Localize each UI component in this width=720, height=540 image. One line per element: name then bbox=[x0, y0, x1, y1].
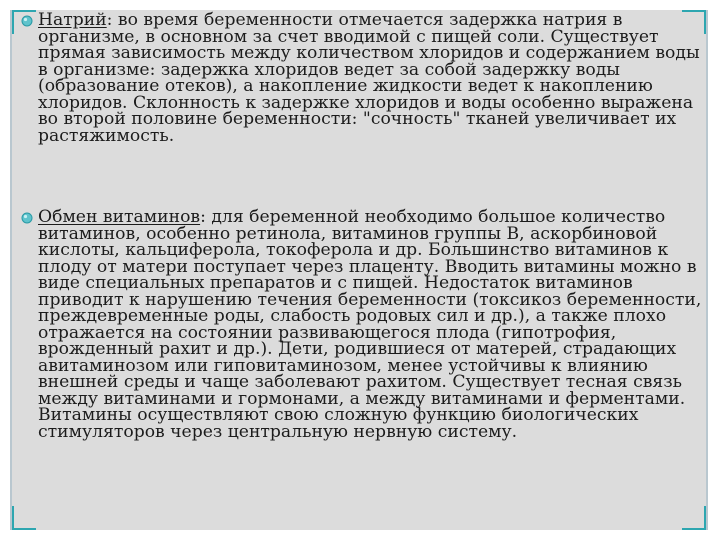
round-bullet-icon bbox=[21, 212, 33, 224]
term-vitamins: Обмен витаминов bbox=[38, 207, 201, 227]
paragraph-sodium-text: : во время беременности отмечается задержка натрия в организме, в основном за счет вводимой с пищей соли. Существует прямая зависимость между количеством хлоридов и содержанием воды в организме: задержка хлоридов ведет за собой задержку воды (образование отеков), а накопление жидкости ведет к накоплению хлоридов. Склонность к задержке хлоридов и воды особенно выражена во второй половине беременности: "сочность" тканей увеличивает их растяжимость. bbox=[38, 10, 700, 146]
frame-corner-bottom-right bbox=[682, 506, 707, 530]
slide bbox=[10, 10, 708, 530]
round-bullet-icon bbox=[21, 15, 33, 27]
frame-corner-bottom-left bbox=[11, 506, 36, 530]
paragraph-sodium bbox=[38, 12, 702, 144]
term-sodium: Натрий bbox=[38, 10, 107, 30]
paragraph-vitamins-text: : для беременной необходимо большое количество витаминов, особенно ретинола, витаминов группы В, аскорбиновой кислоты, кальциферола, токоферола и др. Большинство витаминов к плоду от матери поступает через плаценту. Вводить витамины можно в виде специальных препаратов и с пищей. Недостаток витаминов приводит к нарушению течения беременности (токсикоз беременности, преждевременные роды, слабость родовых сил и др.), а также плохо отражается на состоянии развивающегося плода (гипотрофия, врожденный рахит и др.). Дети, родившиеся от матерей, страдающих авитаминозом или гиповитаминозом, менее устойчивы к влиянию внешней среды и чаще заболевают рахитом. Существует тесная связь между витаминами и гормонами, а между витаминами и ферментами. Витамины осуществляют свою сложную функцию биологических стимуляторов через центральную нервную систему. bbox=[38, 207, 702, 442]
paragraph-vitamins bbox=[38, 209, 702, 440]
